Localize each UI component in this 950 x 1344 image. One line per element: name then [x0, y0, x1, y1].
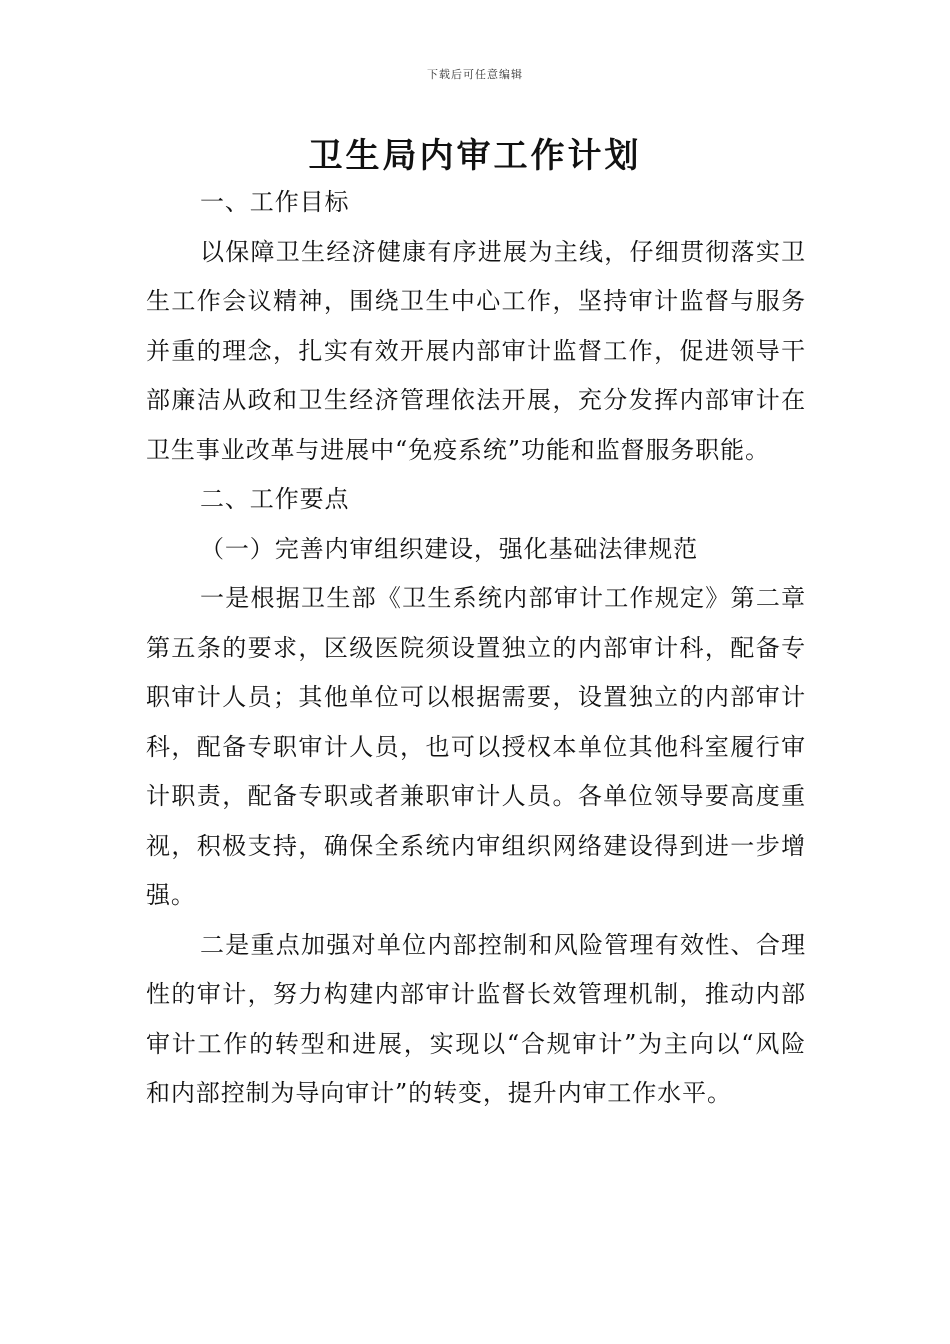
- header-note: 下载后可任意编辑: [427, 68, 523, 81]
- subsection-heading-1: （一）完善内审组织建设，强化基础法律规范: [200, 534, 698, 563]
- paragraph-point-1: 一是根据卫生部《卫生系统内部审计工作规定》第二章第五条的要求，区级医院须设置独立的内部审计科，配备专职审计人员；其他单位可以根据需要，设置独立的内部审计科，配备专职审计人员，也可以授权本单位其他科室履行审计职责，配备专职或者兼职审计人员。各单位领导要高度重视，积极支持，确保全系统内审组织网络建设得到进一步增强。: [146, 584, 806, 909]
- document-title: 卫生局内审工作计划: [308, 136, 642, 176]
- document-body: [146, 178, 806, 1119]
- paragraph-point-2: 二是重点加强对单位内部控制和风险管理有效性、合理性的审计，努力构建内部审计监督长效管理机制，推动内部审计工作的转型和进展，实现以“合规审计”为主向以“风险和内部控制为导向审计”的转变，提升内审工作水平。: [146, 930, 806, 1107]
- paragraph-goals: 以保障卫生经济健康有序进展为主线，仔细贯彻落实卫生工作会议精神，围绕卫生中心工作，坚持审计监督与服务并重的理念，扎实有效开展内部审计监督工作，促进领导干部廉洁从政和卫生经济管理依法开展，充分发挥内部审计在卫生事业改革与进展中“免疫系统”功能和监督服务职能。: [146, 237, 806, 464]
- section-heading-goals: 一、工作目标: [200, 188, 350, 216]
- section-heading-key-points: 二、工作要点: [200, 485, 350, 513]
